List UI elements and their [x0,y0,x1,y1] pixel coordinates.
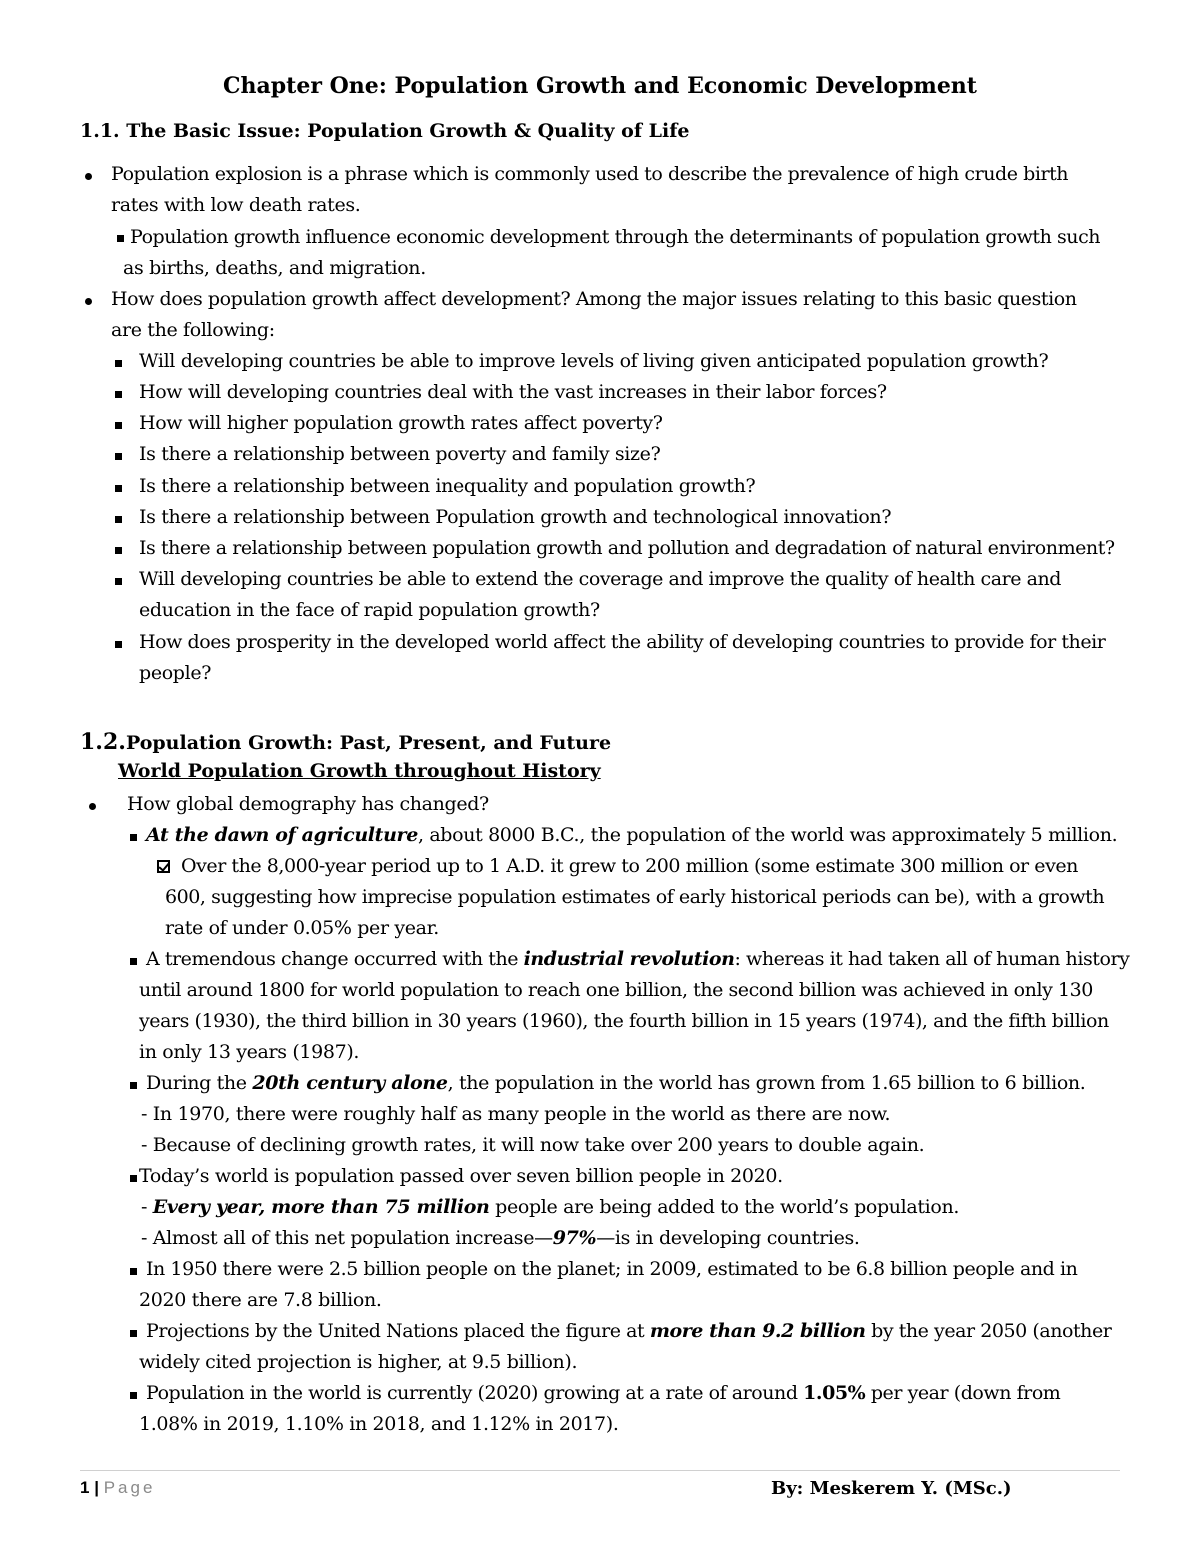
today-dash1-pre: - [141,1196,153,1218]
question-item: Is there a relationship between poverty and family size? [139,443,661,465]
today-line: Today’s world is population passed over seven billion people in 2020. [139,1165,783,1187]
rate-emphasis: 1.05% [803,1382,866,1404]
bullet-dot-icon [89,803,96,810]
square-bullet-icon [130,1330,137,1337]
agriculture-emphasis: At the dawn of agriculture [146,824,418,846]
bullet-global-demography: How global demography has changed? [127,793,489,815]
century-post: , the population in the world has grown from 1.65 billion to 6 billion. [447,1072,1086,1094]
page-word: Page [103,1478,156,1497]
today-dash1-emphasis: Every year, more than 75 million [152,1196,490,1218]
sub-bullet-determinants-line2: as births, deaths, and migration. [123,257,426,279]
section-1-2-title: Population Growth: Past, Present, and Future [125,732,612,754]
square-bullet-icon [115,516,122,523]
century-pre: During the [146,1072,253,1094]
agriculture-rest: , about 8000 B.C., the population of the world was approximately 5 million. [417,824,1118,846]
today-dash2-pre: - Almost all of this net population increase— [141,1227,553,1249]
square-bullet-icon [115,391,122,398]
square-bullet-icon [115,453,122,460]
projections-post: by the year 2050 (another [865,1320,1112,1342]
industrial-emphasis: industrial revolution [523,948,735,970]
bullet-dot-icon [85,298,92,305]
bullet-population-explosion-line1: Population explosion is a phrase which is commonly used to describe the prevalence of high crude birth [111,163,1069,185]
footer-divider [80,1470,1120,1471]
page-separator: | [94,1478,99,1497]
square-bullet-icon [130,834,137,841]
square-bullet-icon [117,235,124,242]
century-dash-1970: - In 1970, there were roughly half as many people in the world as there are now. [141,1103,891,1125]
square-bullet-icon [115,547,122,554]
square-bullet-icon [115,578,122,585]
industrial-line4: in only 13 years (1987). [139,1041,360,1063]
century-line [146,1072,1086,1094]
checkbox-checked-icon [157,860,170,873]
square-bullet-icon [115,422,122,429]
check-item-line3: rate of under 0.05% per year. [165,917,439,939]
industrial-line1 [146,948,1129,970]
century-dash-double: - Because of declining growth rates, it will now take over 200 years to double again. [141,1134,925,1156]
square-bullet-icon [130,1082,137,1089]
century-emphasis: 20th century alone [252,1072,448,1094]
question-health-line1: Will developing countries be able to extend the coverage and improve the quality of health care and [139,568,1062,590]
square-bullet-icon [130,1175,137,1182]
square-bullet-icon [130,1268,137,1275]
projections-emphasis: more than 9.2 billion [649,1320,866,1342]
projections-line2: widely cited projection is higher, at 9.5 billion). [139,1351,578,1373]
today-dash-developing [141,1227,860,1249]
today-dash-every-year [141,1196,959,1218]
square-bullet-icon [130,958,137,965]
question-item: Is there a relationship between Population growth and technological innovation? [139,506,892,528]
rate-pre: Population in the world is currently (2020) growing at a rate of around [146,1382,804,1404]
industrial-line2: until around 1800 for world population to reach one billion, the second billion was achieved in only 130 [139,979,1093,1001]
agriculture-line [146,824,1117,846]
question-item: Is there a relationship between inequality and population growth? [139,475,756,497]
check-item-line1: Over the 8,000-year period up to 1 A.D. it grew to 200 million (some estimate 300 million or even [181,855,1078,877]
square-bullet-icon [115,360,122,367]
y1950-line2: 2020 there are 7.8 billion. [139,1289,382,1311]
author-credit: By: Meskerem Y. (MSc.) [771,1478,1012,1499]
page-footer-label [80,1478,155,1498]
square-bullet-icon [130,1392,137,1399]
question-prosperity-line1: How does prosperity in the developed world affect the ability of developing countries to provide for their [139,631,1106,653]
today-dash2-emphasis: 97% [552,1227,597,1249]
industrial-line3: years (1930), the third billion in 30 years (1960), the fourth billion in 15 years (1974), and the fifth billion [139,1010,1109,1032]
question-item: How will developing countries deal with the vast increases in their labor forces? [139,381,887,403]
square-bullet-icon [115,641,122,648]
rate-line1 [146,1382,1060,1404]
industrial-pre: A tremendous change occurred with the [146,948,524,970]
bullet-how-affect-line1: How does population growth affect development? Among the major issues relating to this basic question [111,288,1077,310]
sub-bullet-determinants-line1: Population growth influence economic development through the determinants of population growth such [130,226,1101,248]
chapter-title: Chapter One: Population Growth and Economic Development [223,73,977,99]
industrial-post: : whereas it had taken all of human history [734,948,1130,970]
page-number: 1 [80,1478,90,1497]
question-item: How will higher population growth rates affect poverty? [139,412,663,434]
bullet-population-explosion-line2: rates with low death rates. [111,194,361,216]
rate-post: per year (down from [865,1382,1061,1404]
bullet-dot-icon [85,173,92,180]
section-1-2-subheading: World Population Growth throughout History [118,760,601,782]
question-item: Will developing countries be able to improve levels of living given anticipated population growth? [139,350,1049,372]
projections-line1 [146,1320,1111,1342]
bullet-how-affect-line2: are the following: [111,319,275,341]
today-dash1-post: people are being added to the world’s population. [489,1196,960,1218]
rate-line2: 1.08% in 2019, 1.10% in 2018, and 1.12% in 2017). [139,1413,619,1435]
section-1-2-heading [80,729,611,755]
question-prosperity-line2: people? [139,662,212,684]
question-item: Is there a relationship between population growth and pollution and degradation of natural environment? [139,537,1115,559]
check-item-line2: 600, suggesting how imprecise population estimates of early historical periods can be), with a growth [165,886,1105,908]
section-1-1-heading: 1.1. The Basic Issue: Population Growth & Quality of Life [80,120,690,142]
square-bullet-icon [115,485,122,492]
projections-pre: Projections by the United Nations placed the figure at [146,1320,650,1342]
y1950-line1: In 1950 there were 2.5 billion people on the planet; in 2009, estimated to be 6.8 billion people and in [146,1258,1078,1280]
today-dash2-post: —is in developing countries. [596,1227,860,1249]
question-health-line2: education in the face of rapid population growth? [139,599,600,621]
section-1-2-number: 1.2. [80,729,126,755]
